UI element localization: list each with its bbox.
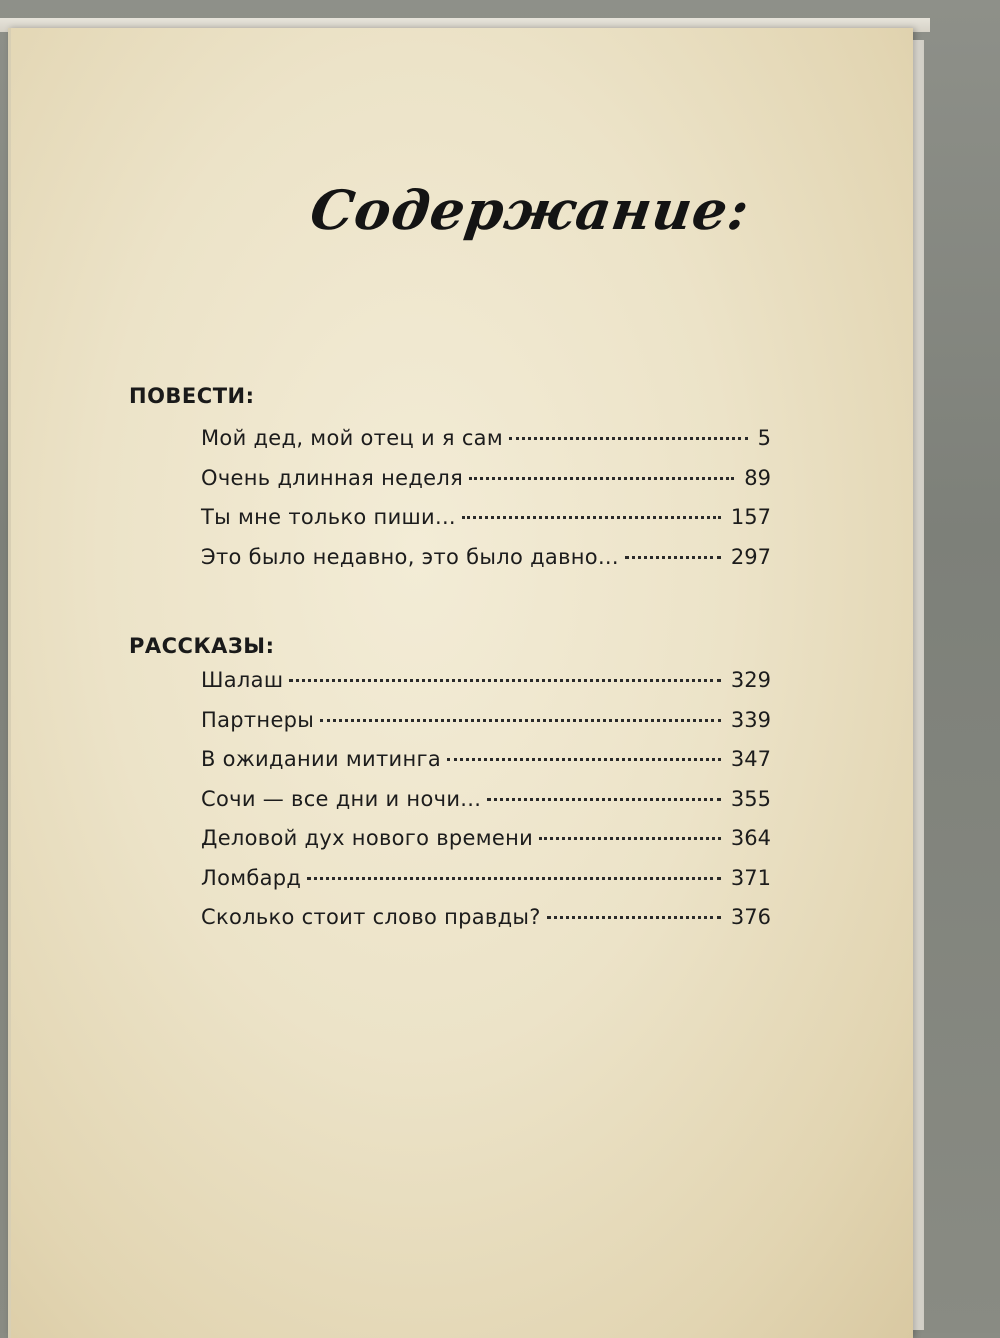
toc-entry-page: 5 xyxy=(757,426,771,450)
toc-leader-dots xyxy=(307,877,721,880)
toc-entry[interactable] xyxy=(201,466,771,506)
toc-entry[interactable] xyxy=(201,426,771,466)
toc-entry-title: Ты мне только пиши... xyxy=(201,505,456,529)
toc-entry[interactable] xyxy=(201,826,771,866)
contents-heading: Содержание: xyxy=(306,178,754,242)
toc-entry-title: Деловой дух нового времени xyxy=(201,826,534,850)
toc-entry-page: 89 xyxy=(744,465,771,490)
toc-entry-page: 355 xyxy=(730,786,771,811)
toc-entry-title: Мой дед, мой отец и я сам xyxy=(201,426,503,450)
toc-entry[interactable] xyxy=(201,545,771,585)
book-page xyxy=(8,28,913,1338)
toc-entry-title: Партнеры xyxy=(201,707,315,732)
toc-entry-page: 329 xyxy=(730,668,771,692)
toc-list-rasskazy xyxy=(201,668,771,945)
toc-entry-page: 339 xyxy=(730,707,771,732)
toc-entry-title: Ломбард xyxy=(201,865,302,890)
toc-entry-title: Шалаш xyxy=(201,668,284,692)
toc-entry[interactable] xyxy=(201,747,771,787)
toc-entry-title: Сколько стоит слово правды? xyxy=(201,905,541,929)
toc-leader-dots xyxy=(547,916,721,919)
toc-entry-title: Это было недавно, это было давно... xyxy=(201,544,619,569)
toc-leader-dots xyxy=(320,719,721,722)
toc-entry-page: 364 xyxy=(730,826,771,850)
toc-leader-dots xyxy=(469,477,734,480)
toc-entry-page: 157 xyxy=(730,505,771,529)
toc-entry-page: 376 xyxy=(730,905,771,929)
section-title-rasskazy: РАССКАЗЫ: xyxy=(129,634,275,658)
toc-leader-dots xyxy=(462,516,721,519)
toc-entry-page: 371 xyxy=(730,865,771,890)
toc-list-povesti xyxy=(201,426,771,584)
toc-entry[interactable] xyxy=(201,668,771,708)
toc-entry[interactable] xyxy=(201,787,771,827)
section-title-povesti: ПОВЕСТИ: xyxy=(129,384,255,408)
toc-entry[interactable] xyxy=(201,505,771,545)
toc-leader-dots xyxy=(539,837,721,840)
toc-leader-dots xyxy=(289,679,721,682)
toc-entry[interactable] xyxy=(201,905,771,945)
toc-entry-title: В ожидании митинга xyxy=(201,747,441,771)
toc-entry[interactable] xyxy=(201,708,771,748)
toc-entry[interactable] xyxy=(201,866,771,906)
toc-entry-title: Очень длинная неделя xyxy=(201,465,464,490)
toc-entry-title: Сочи — все дни и ночи... xyxy=(201,786,482,811)
toc-leader-dots xyxy=(447,758,721,761)
toc-leader-dots xyxy=(625,556,721,559)
toc-leader-dots xyxy=(509,437,748,440)
toc-leader-dots xyxy=(487,798,721,801)
toc-entry-page: 347 xyxy=(730,747,771,771)
toc-entry-page: 297 xyxy=(730,544,771,569)
